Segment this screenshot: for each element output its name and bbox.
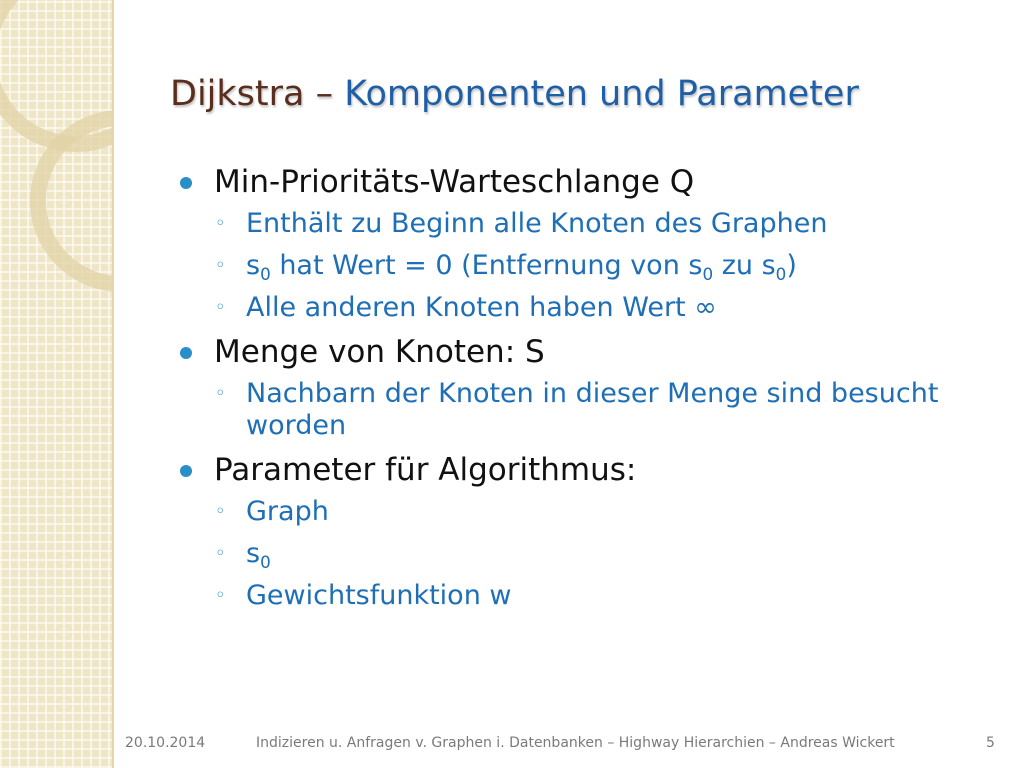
decorative-sidebar (0, 0, 112, 768)
sidebar-divider (112, 0, 114, 768)
sub-bullet-ring-icon: ◦ (215, 213, 226, 234)
slide-footer (0, 735, 1024, 755)
bullet-dot-icon (180, 177, 192, 189)
sub-bullet-initial-nodes (180, 208, 970, 240)
sub-bullet-text: Graph (246, 496, 329, 527)
sub-bullet-source-node (180, 538, 970, 570)
sub-bullet-ring-icon: ◦ (215, 585, 226, 606)
sub-bullet-ring-icon: ◦ (215, 255, 226, 276)
page-number: 5 (986, 735, 995, 751)
slide-content (180, 164, 970, 622)
sub-bullet-start-node (180, 250, 970, 282)
bullet-text: Min-Prioritäts-Warteschlange Q (214, 164, 695, 200)
slide-title (170, 74, 859, 114)
sub-bullet-graph (180, 496, 970, 528)
footer-text: Indizieren u. Anfragen v. Graphen i. Datenbanken – Highway Hierarchien – Andreas Wickert (256, 735, 895, 751)
bullet-dot-icon (180, 347, 192, 359)
bullet-dot-icon (180, 465, 192, 477)
bullet-queue (180, 164, 970, 200)
sub-bullet-ring-icon: ◦ (215, 501, 226, 522)
title-part-topic: Komponenten und Parameter (344, 74, 859, 114)
title-separator: – (304, 74, 345, 114)
bullet-parameters (180, 452, 970, 488)
footer-date: 20.10.2014 (125, 735, 206, 751)
title-part-dijkstra: Dijkstra (170, 74, 305, 114)
sub-bullet-text: $s_0$ hat Wert = 0 (Entfernung von $s_0$ zu $s_0$) (246, 250, 797, 284)
sub-bullet-text: Alle anderen Knoten haben Wert ∞ (246, 292, 717, 323)
sub-bullet-ring-icon: ◦ (215, 543, 226, 564)
bullet-text: Menge von Knoten: S (214, 334, 545, 370)
bullet-node-set (180, 334, 970, 370)
sub-bullet-ring-icon: ◦ (215, 297, 226, 318)
sub-bullet-weight-function (180, 580, 970, 612)
sub-bullet-text: Nachbarn der Knoten in dieser Menge sind besucht worden (246, 378, 939, 441)
sub-bullet-neighbors (180, 378, 946, 442)
sub-bullet-other-nodes (180, 292, 970, 324)
bullet-text: Parameter für Algorithmus: (214, 452, 637, 488)
sub-bullet-text: Enthält zu Beginn alle Knoten des Graphen (246, 208, 828, 239)
sub-bullet-text: Gewichtsfunktion w (246, 580, 512, 611)
sub-bullet-ring-icon: ◦ (215, 383, 226, 404)
sub-bullet-text: $s_0$ (246, 538, 271, 572)
